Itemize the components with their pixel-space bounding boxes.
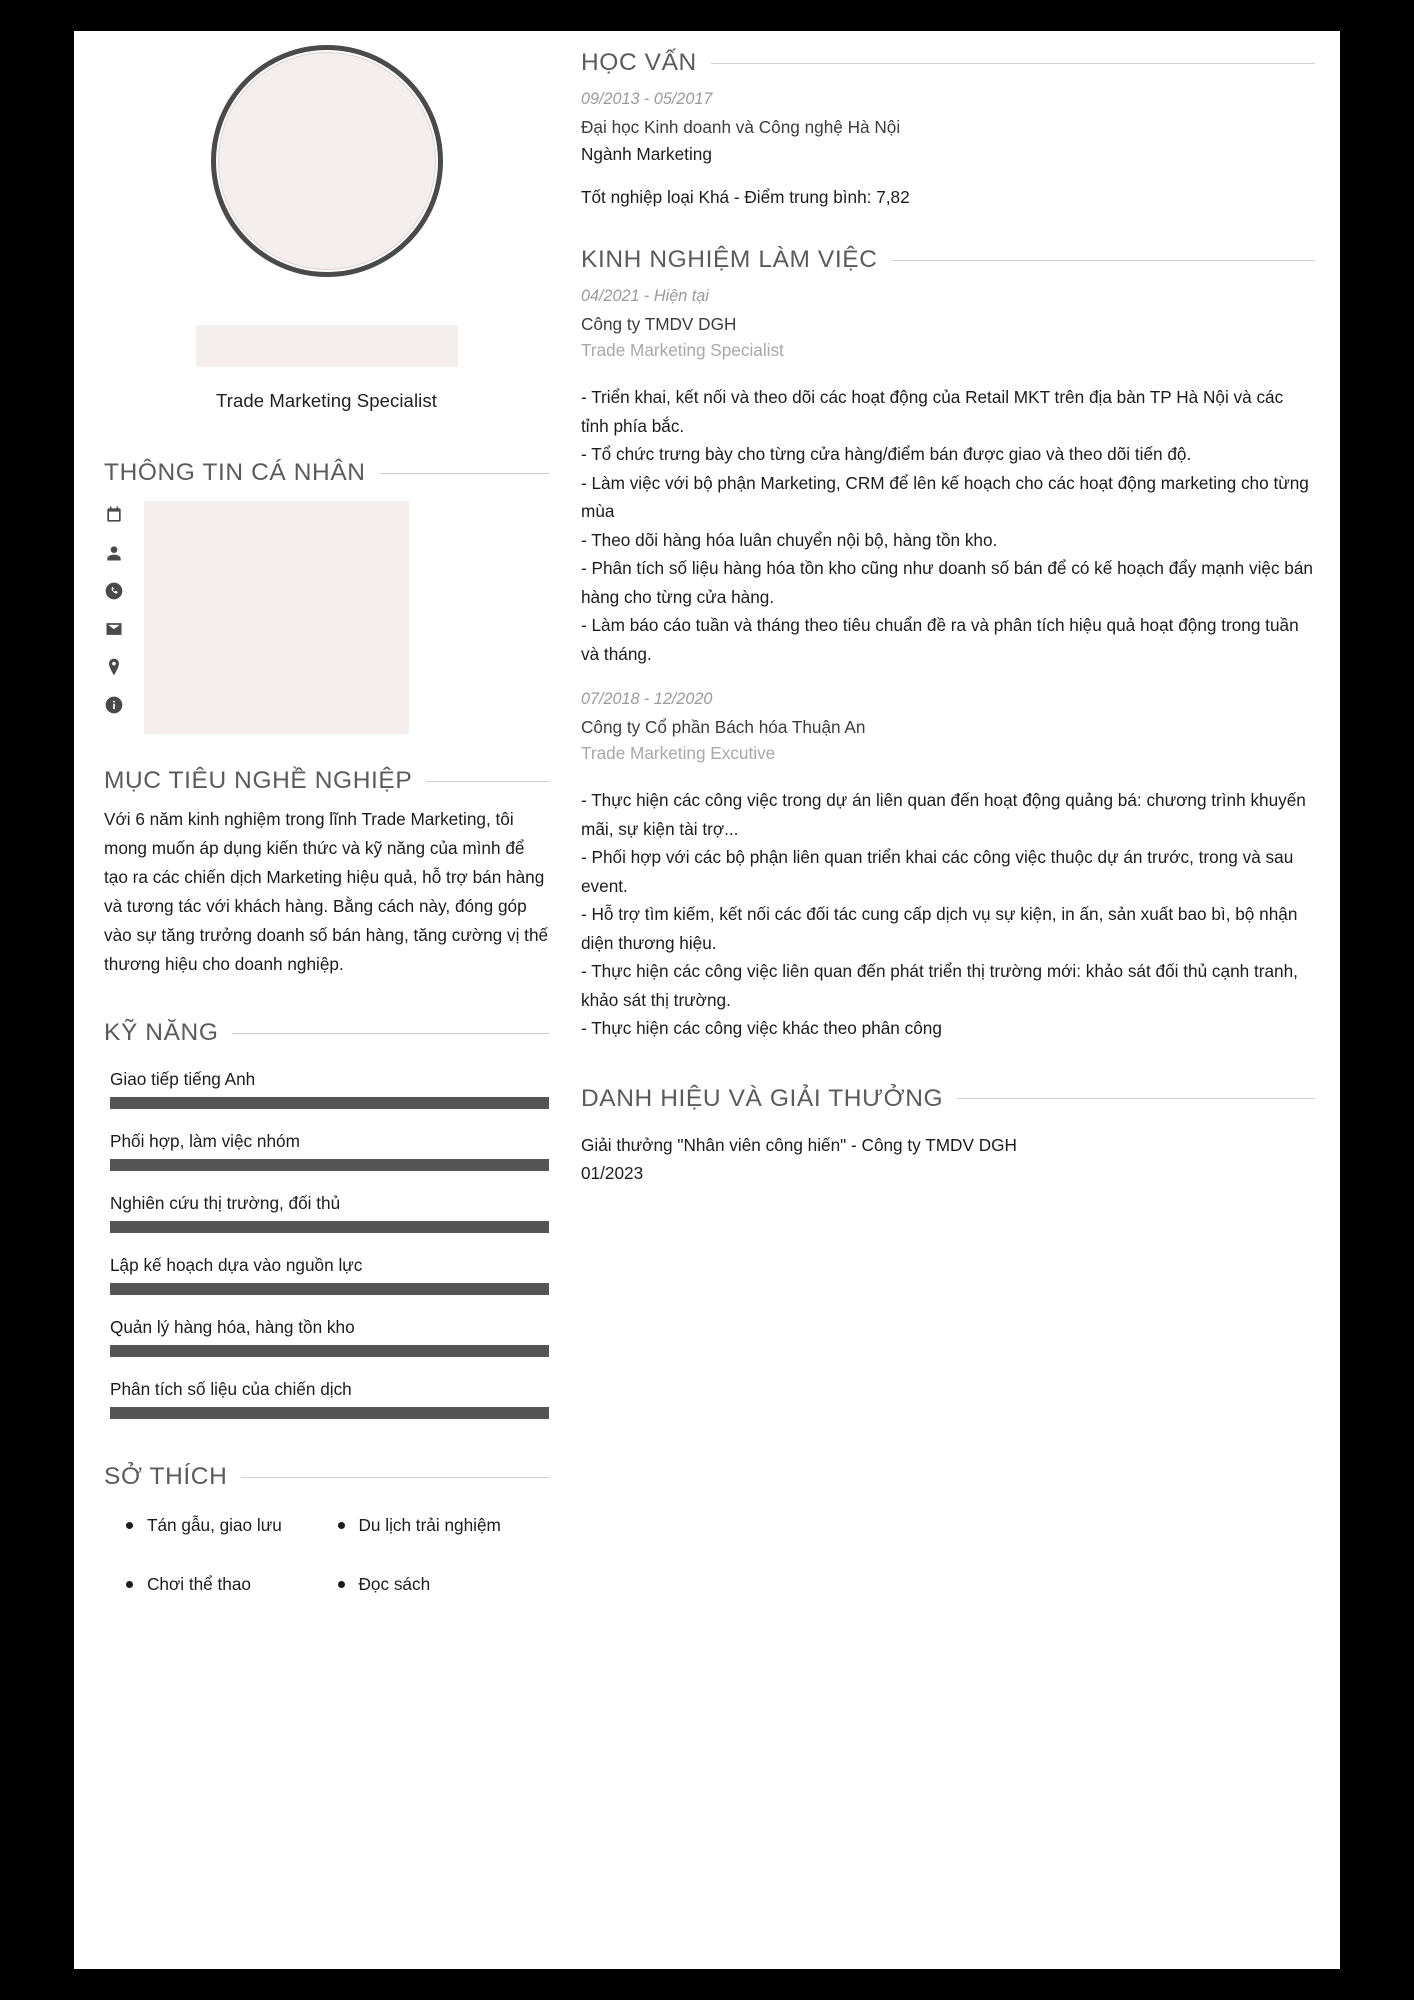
avatar: [211, 45, 443, 277]
heading-rule: [426, 781, 549, 782]
skill-bar-fill: [110, 1159, 549, 1171]
bullet-icon: [126, 1522, 133, 1529]
education-major: Ngành Marketing: [581, 144, 712, 164]
hobby-item: [338, 1574, 550, 1595]
skill-label: Nghiên cứu thị trường, đối thủ: [110, 1193, 341, 1213]
period-separator: -: [644, 90, 650, 108]
objective-heading: MỤC TIÊU NGHỀ NGHIỆP: [104, 767, 413, 794]
skill-label: Phân tích số liệu của chiến dịch: [110, 1379, 352, 1399]
job-duties-text: - Thực hiện các công việc trong dự án liên quan đến hoạt động quảng bá: chương trình khuyến mãi, sự kiện tài trợ... - Phối hợp với các bộ phận liên quan triển khai các công việc thuộc dự án trước, trong và sau event. - Hỗ trợ tìm kiếm, kết nối các đối tác cung cấp dịch vụ sự kiện, in ấn, sản xuất bao bì, bộ nhận diện thương hiệu. - Thực hiện các công việc liên quan đến phát triển thị trường mới: khảo sát đối thủ cạnh tranh, khảo sát thị trường. - Thực hiện các công việc khác theo phân công: [581, 790, 1306, 1038]
education-heading: HỌC VẤN: [581, 49, 697, 76]
heading-rule: [380, 473, 549, 474]
skill-label: Quản lý hàng hóa, hàng tồn kho: [110, 1317, 355, 1337]
job-period-start: 04/2021: [581, 287, 640, 305]
education-note: Tốt nghiệp loại Khá - Điểm trung bình: 7,82: [581, 187, 910, 207]
heading-rule: [957, 1098, 1315, 1099]
right-column: [569, 31, 1340, 1969]
skill-bar-track: [110, 1097, 549, 1109]
experience-job: [581, 690, 1315, 1043]
email-icon: [104, 619, 124, 639]
hobby-item: [126, 1515, 338, 1536]
job-period-start: 07/2018: [581, 690, 640, 708]
phone-icon: [104, 581, 124, 601]
personal-info-heading: THÔNG TIN CÁ NHÂN: [104, 459, 366, 486]
bullet-icon: [126, 1581, 133, 1588]
skill-bar-track: [110, 1345, 549, 1357]
awards-section: [581, 1085, 1315, 1187]
job-company: Công ty Cổ phần Bách hóa Thuận An: [581, 717, 866, 737]
experience-heading: KINH NGHIỆM LÀM VIỆC: [581, 246, 878, 273]
skill-item: [104, 1069, 549, 1109]
job-duties: [581, 786, 1315, 1043]
experience-job: [581, 287, 1315, 668]
skills-list: [104, 1069, 549, 1419]
skill-label: Phối hợp, làm việc nhóm: [110, 1131, 300, 1151]
hobby-label: Đọc sách: [358, 1574, 431, 1594]
education-section: [581, 31, 1315, 208]
education-school: Đại học Kinh doanh và Công nghệ Hà Nội: [581, 117, 901, 137]
job-role: Trade Marketing Specialist: [581, 340, 784, 360]
skill-item: [104, 1379, 549, 1419]
bullet-icon: [338, 1522, 345, 1529]
skill-bar-fill: [110, 1283, 549, 1295]
experience-heading-row: [581, 246, 1315, 274]
hobby-item: [126, 1574, 338, 1595]
skill-bar-fill: [110, 1097, 549, 1109]
bullet-icon: [338, 1581, 345, 1588]
award-date: 01/2023: [581, 1162, 644, 1183]
skill-bar-track: [110, 1283, 549, 1295]
awards-heading: DANH HIỆU VÀ GIẢI THƯỞNG: [581, 1084, 944, 1112]
skill-bar-track: [110, 1159, 549, 1171]
location-icon: [104, 657, 124, 677]
objective-text: Với 6 năm kinh nghiệm trong lĩnh Trade Marketing, tôi mong muốn áp dụng kiến thức và kỹ năng của mình để tạo ra các chiến dịch Marketing hiệu quả, hỗ trợ bán hàng và tương tác với khách hàng. Bằng cách này, đóng góp vào sự tăng trưởng doanh số bán hàng, tăng cường vị thế thương hiệu cho doanh nghiệp.: [104, 809, 549, 974]
calendar-icon: [104, 505, 124, 525]
education-period: [581, 90, 1315, 109]
job-duties-text: - Triển khai, kết nối và theo dõi các hoạt động của Retail MKT trên địa bàn TP Hà Nội và các tỉnh phía bắc. - Tổ chức trưng bày cho từng cửa hàng/điểm bán được giao và theo dõi tiến độ. - Làm việc với bộ phận Marketing, CRM để lên kế hoạch cho các hoạt động marketing cho từng mùa - Theo dõi hàng hóa luân chuyển nội bộ, hàng tồn kho. - Phân tích số liệu hàng hóa tồn kho cũng như doanh số bán để có kế hoạch đẩy mạnh việc bán hàng cho từng cửa hàng. - Làm báo cáo tuần và tháng theo tiêu chuẩn đề ra và phân tích hiệu quả hoạt động trong tuần và tháng.: [581, 387, 1313, 664]
avatar-container: [104, 31, 549, 277]
personal-info-icons: [104, 501, 130, 734]
skill-item: [104, 1131, 549, 1171]
objective-heading-row: [104, 767, 549, 795]
experience-section: [581, 246, 1315, 1043]
hobbies-heading: SỞ THÍCH: [104, 1463, 228, 1490]
period-separator: -: [644, 287, 650, 305]
objective-section: [104, 767, 549, 979]
skills-heading: KỸ NĂNG: [104, 1019, 219, 1046]
skills-section: [104, 1019, 549, 1419]
job-period-end: 12/2020: [653, 690, 713, 708]
skill-bar-fill: [110, 1407, 549, 1419]
name-redacted-field: [196, 325, 458, 367]
job-title: Trade Marketing Specialist: [216, 390, 437, 411]
job-period-end: Hiện tại: [653, 287, 709, 305]
skill-bar-track: [110, 1221, 549, 1233]
heading-rule: [241, 1477, 549, 1478]
hobbies-section: [104, 1463, 549, 1595]
skill-label: Lập kế hoạch dựa vào nguồn lực: [110, 1255, 363, 1275]
job-company: Công ty TMDV DGH: [581, 314, 737, 334]
left-column: [74, 31, 569, 1969]
job-role: Trade Marketing Excutive: [581, 743, 776, 763]
skill-bar-fill: [110, 1221, 549, 1233]
hobby-item: [338, 1515, 550, 1536]
hobby-label: Du lịch trải nghiệm: [358, 1515, 501, 1535]
info-icon: [104, 695, 124, 715]
award-title: Giải thưởng "Nhân viên công hiến" - Công ty TMDV DGH: [581, 1134, 1017, 1155]
job-period: [581, 690, 1315, 709]
skill-bar-fill: [110, 1345, 549, 1357]
heading-rule: [711, 63, 1315, 64]
personal-info-body: [104, 501, 549, 734]
cv-page: [74, 31, 1340, 1969]
name-container: [104, 325, 549, 367]
heading-rule: [232, 1033, 549, 1034]
personal-info-section: [104, 459, 549, 734]
skill-label: Giao tiếp tiếng Anh: [110, 1069, 256, 1089]
education-period-start: 09/2013: [581, 90, 640, 108]
job-period: [581, 287, 1315, 306]
skill-item: [104, 1255, 549, 1295]
skill-bar-track: [110, 1407, 549, 1419]
hobbies-list: [104, 1515, 549, 1595]
job-duties: [581, 383, 1315, 668]
person-icon: [104, 543, 124, 563]
education-heading-row: [581, 49, 1315, 77]
personal-info-heading-row: [104, 459, 549, 487]
hobby-label: Tán gẫu, giao lưu: [147, 1515, 282, 1535]
skill-item: [104, 1317, 549, 1357]
heading-rule: [892, 260, 1315, 261]
period-separator: -: [644, 690, 650, 708]
skills-heading-row: [104, 1019, 549, 1047]
personal-info-redacted-field: [144, 501, 409, 734]
hobby-label: Chơi thể thao: [147, 1574, 251, 1594]
hobbies-heading-row: [104, 1463, 549, 1491]
education-period-end: 05/2017: [653, 90, 713, 108]
awards-heading-row: [581, 1085, 1315, 1113]
skill-item: [104, 1193, 549, 1233]
